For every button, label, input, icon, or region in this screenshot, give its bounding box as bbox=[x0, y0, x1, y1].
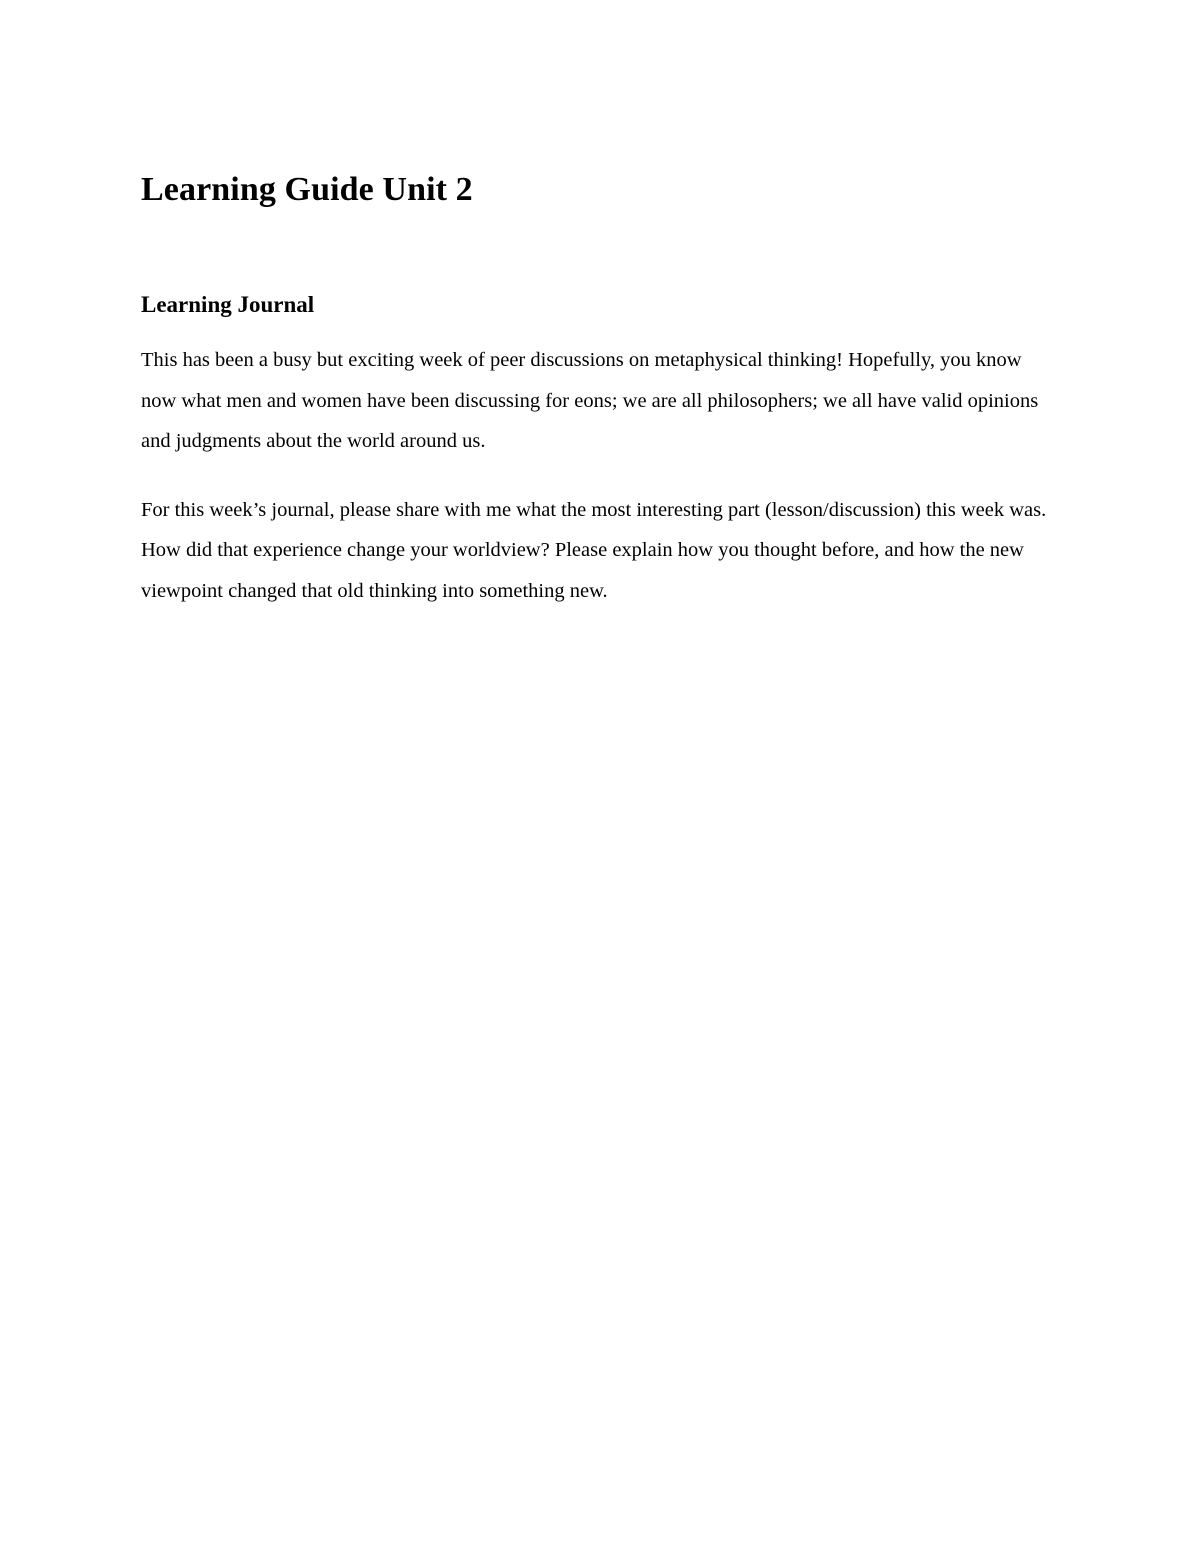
journal-intro-paragraph: This has been a busy but exciting week of peer discussions on metaphysical thinking! Hopefully, you know now what men and women have been discussing for eons; we are all philosophers; we all have valid opinions and judgments about the world around us. bbox=[141, 349, 1039, 452]
document-title: Learning Guide Unit 2 bbox=[141, 171, 473, 208]
section-heading-learning-journal: Learning Journal bbox=[141, 292, 315, 317]
document-body bbox=[141, 168, 1061, 611]
journal-prompt-paragraph: For this week’s journal, please share with me what the most interesting part (lesson/discussion) this week was. How did that experience change your worldview? Please explain how you thought before, and how the new viewpoint changed that old thinking into something new. bbox=[141, 498, 1047, 602]
